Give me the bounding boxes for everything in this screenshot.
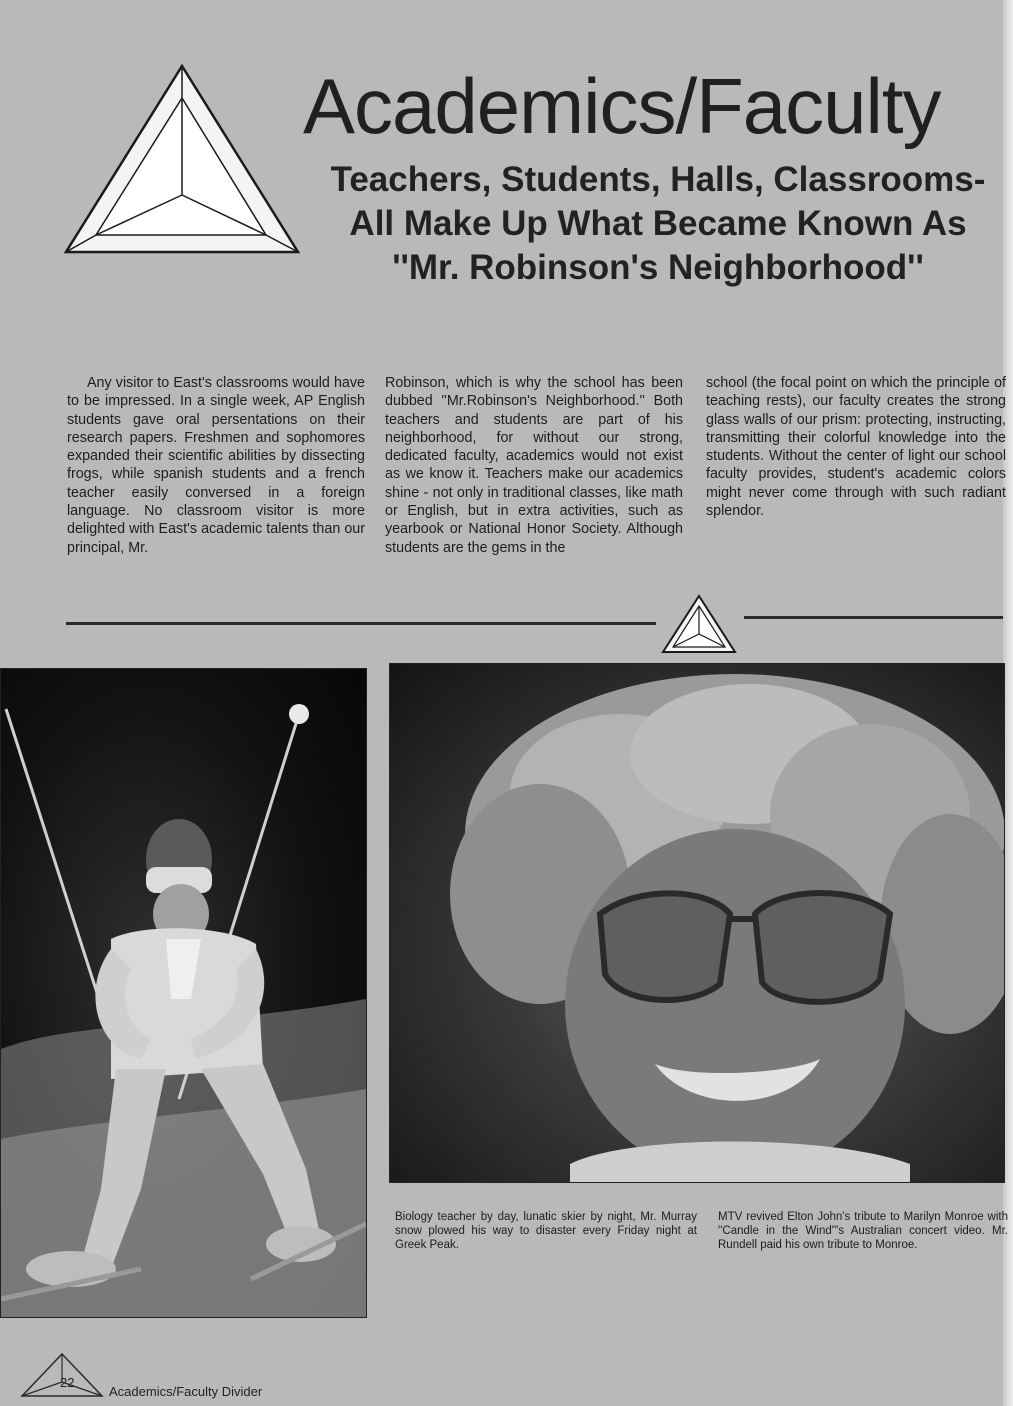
- wig-portrait-photo: [389, 663, 1005, 1183]
- body-column-1: Any visitor to East's classrooms would have to be impressed. In a single week, AP English students gave oral persentations on their research papers. Freshmen and sophomores expanded their scientific abilities by dissecting frogs, while spanish students and a french teacher easily conversed in a foreign language. No classroom visitor is more delighted with East's academic talents than our principal, Mr.: [67, 375, 365, 556]
- page-subtitle: Teachers, Students, Halls, Classrooms- All Make Up What Became Known As ''Mr. Robinson's Neighborhood'': [330, 160, 986, 287]
- divider-rule-left: [66, 622, 656, 625]
- body-column-3: school (the focal point on which the principle of teaching rests), our faculty creates the strong glass walls of our prism: protecting, instructing, transmitting their colorful knowledge into the students. Without the center of light our school faculty provides, student's academic colors might never come through with such radiant splendor.: [706, 375, 1006, 520]
- skier-photo: [0, 668, 367, 1318]
- page-title: Academics/Faculty: [303, 62, 941, 150]
- page-number: 22: [60, 1375, 75, 1390]
- caption-wig: MTV revived Elton John's tribute to Marilyn Monroe with ''Candle in the Wind'''s Australian concert video. Mr. Rundell paid his own tribute to Monroe.: [718, 1211, 1008, 1251]
- skier-illustration: [1, 669, 366, 1317]
- body-column-2: Robinson, which is why the school has been dubbed ''Mr.Robinson's Neighborhood.'' Both teachers and students are part of his neighborhood, for without our strong, dedicated faculty, academics would not exist as we know it. Teachers make our academics shine - not only in traditional classes, like math or English, but in extra activities, such as yearbook or National Honor Society. Although students are the gems in the: [385, 375, 683, 556]
- divider-rule-right: [744, 616, 1003, 619]
- prism-divider-icon: [661, 594, 737, 656]
- wig-portrait-illustration: [390, 664, 1004, 1182]
- caption-skier: Biology teacher by day, lunatic skier by night, Mr. Murray snow plowed his way to disaster every Friday night at Greek Peak.: [395, 1211, 697, 1251]
- section-label: Academics/Faculty Divider: [109, 1384, 263, 1399]
- prism-logo-icon: [60, 62, 304, 258]
